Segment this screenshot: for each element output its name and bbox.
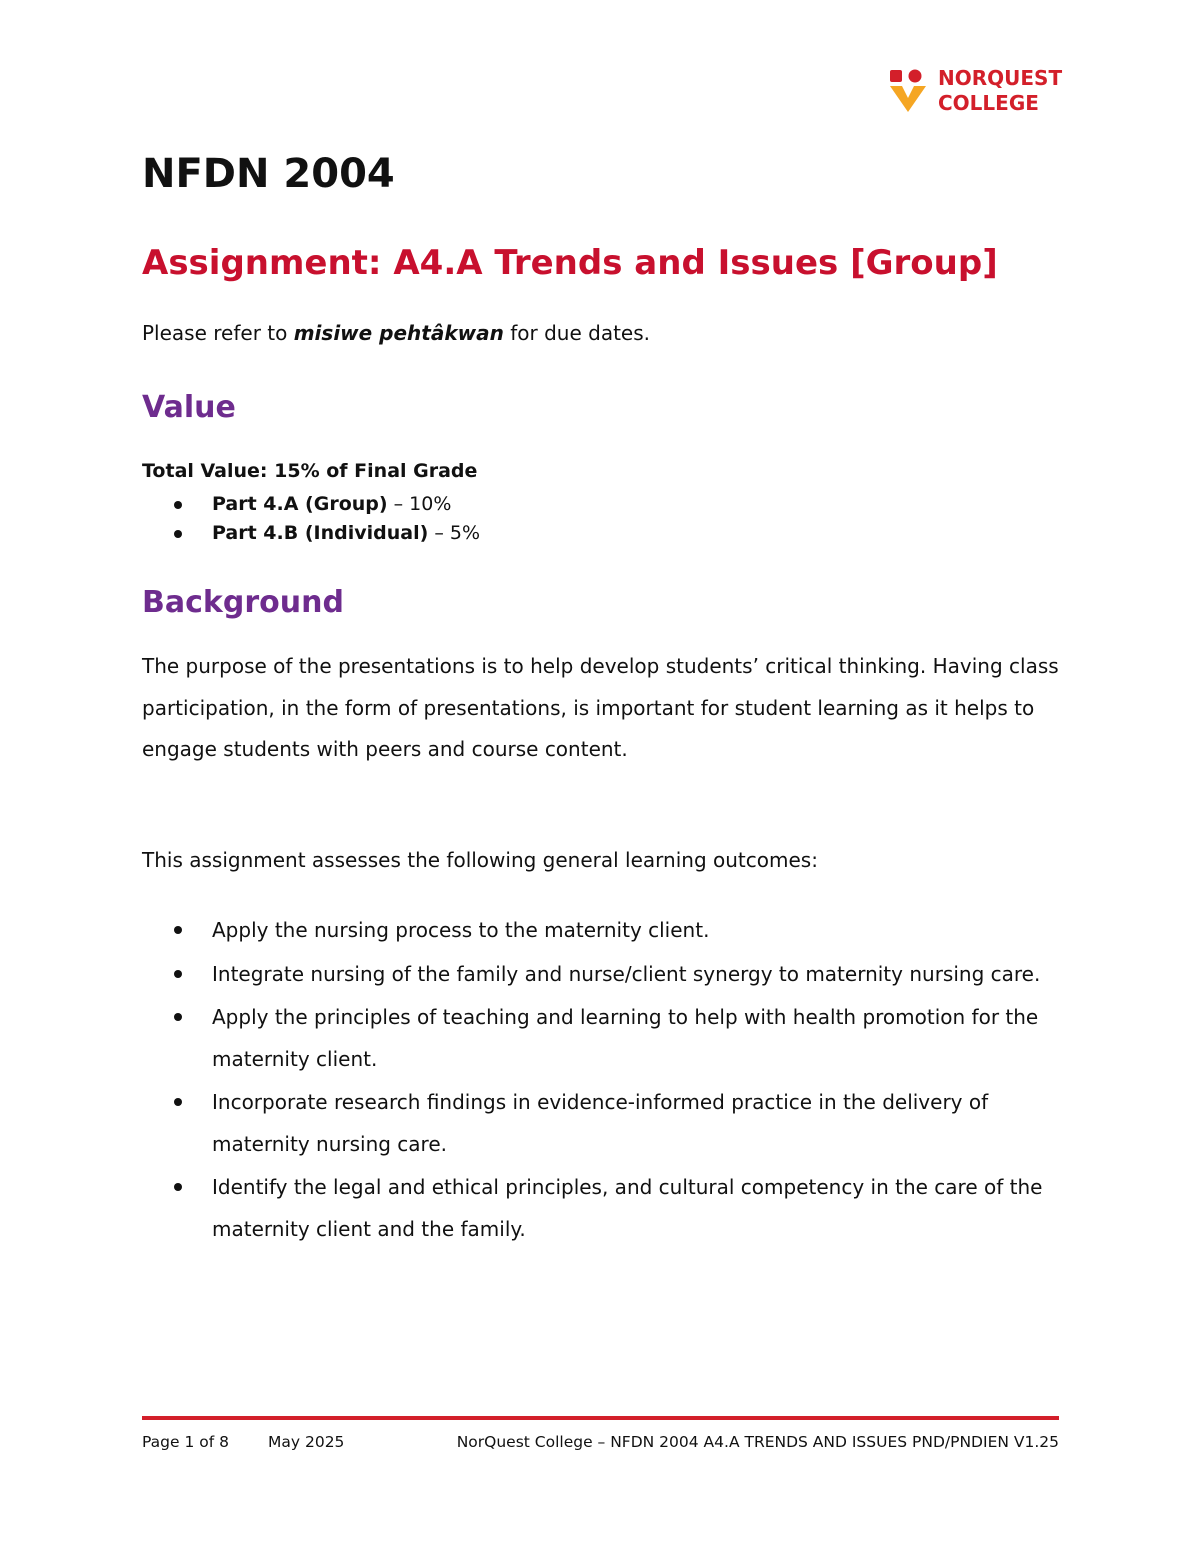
list-item: [142, 954, 1082, 996]
bullet-icon: [174, 501, 182, 509]
value-parts-list: [142, 490, 480, 548]
norquest-logo: [888, 66, 1068, 118]
course-code-title: NFDN 2004: [142, 151, 395, 197]
outcome-text: Identify the legal and ethical principles, and cultural competency in the care of the maternity client and the family.: [212, 1175, 1043, 1241]
outcomes-intro: This assignment assesses the following general learning outcomes:: [142, 848, 818, 872]
list-item: [142, 997, 1082, 1080]
purpose-paragraph: The purpose of the presentations is to help develop students’ critical thinking. Having class participation, in the form of presentations, is important for student learning as it helps to engage students with peers and course content.: [142, 654, 1059, 761]
assignment-title: Assignment: A4.A Trends and Issues [Group]: [142, 243, 998, 283]
logo-wordmark: [938, 66, 1062, 116]
list-item: [142, 910, 1082, 952]
logo-line-1: NORQUEST: [938, 66, 1063, 90]
norquest-logo-icon: [888, 66, 928, 114]
bullet-icon: [174, 926, 182, 934]
bullet-icon: [174, 530, 182, 538]
bullet-icon: [174, 1183, 182, 1191]
bullet-icon: [174, 970, 182, 978]
learning-outcomes-list: [142, 910, 1082, 1252]
footer-date: May 2025: [268, 1433, 345, 1451]
logo-line-2: COLLEGE: [938, 91, 1039, 115]
outcome-text: Integrate nursing of the family and nurse/client synergy to maternity nursing care.: [212, 961, 1041, 986]
bullet-icon: [174, 1098, 182, 1106]
footer-document-id: NorQuest College – NFDN 2004 A4.A TRENDS AND ISSUES PND/PNDIEN V1.25: [456, 1433, 1059, 1451]
outcome-text: Apply the principles of teaching and learning to help with health promotion for the maternity client.: [212, 1005, 1039, 1071]
due-suffix: for due dates.: [503, 321, 650, 345]
footer-page-number: Page 1 of 8: [142, 1433, 229, 1451]
list-item: [142, 490, 480, 519]
page-footer: [142, 1431, 1059, 1453]
outcome-text: Apply the nursing process to the maternity client.: [212, 918, 710, 942]
value-heading: Value: [142, 390, 236, 425]
part-value: – 5%: [428, 522, 481, 544]
due-date-note: [142, 318, 650, 348]
total-value: Total Value: 15% of Final Grade: [142, 460, 478, 482]
list-item: [142, 519, 480, 548]
list-item: [142, 1167, 1082, 1250]
due-prefix: Please refer to: [142, 321, 294, 345]
outcome-text: Incorporate research findings in evidence-informed practice in the delivery of maternity nursing care.: [212, 1090, 989, 1156]
footer-divider: [142, 1416, 1059, 1420]
due-schedule-name: misiwe pehtâkwan: [293, 321, 504, 345]
part-label: Part 4.A (Group): [212, 493, 388, 515]
part-value: – 10%: [387, 493, 452, 515]
background-heading: Background: [142, 585, 344, 620]
list-item: [142, 1082, 1082, 1165]
bullet-icon: [174, 1013, 182, 1021]
part-label: Part 4.B (Individual): [212, 522, 429, 544]
